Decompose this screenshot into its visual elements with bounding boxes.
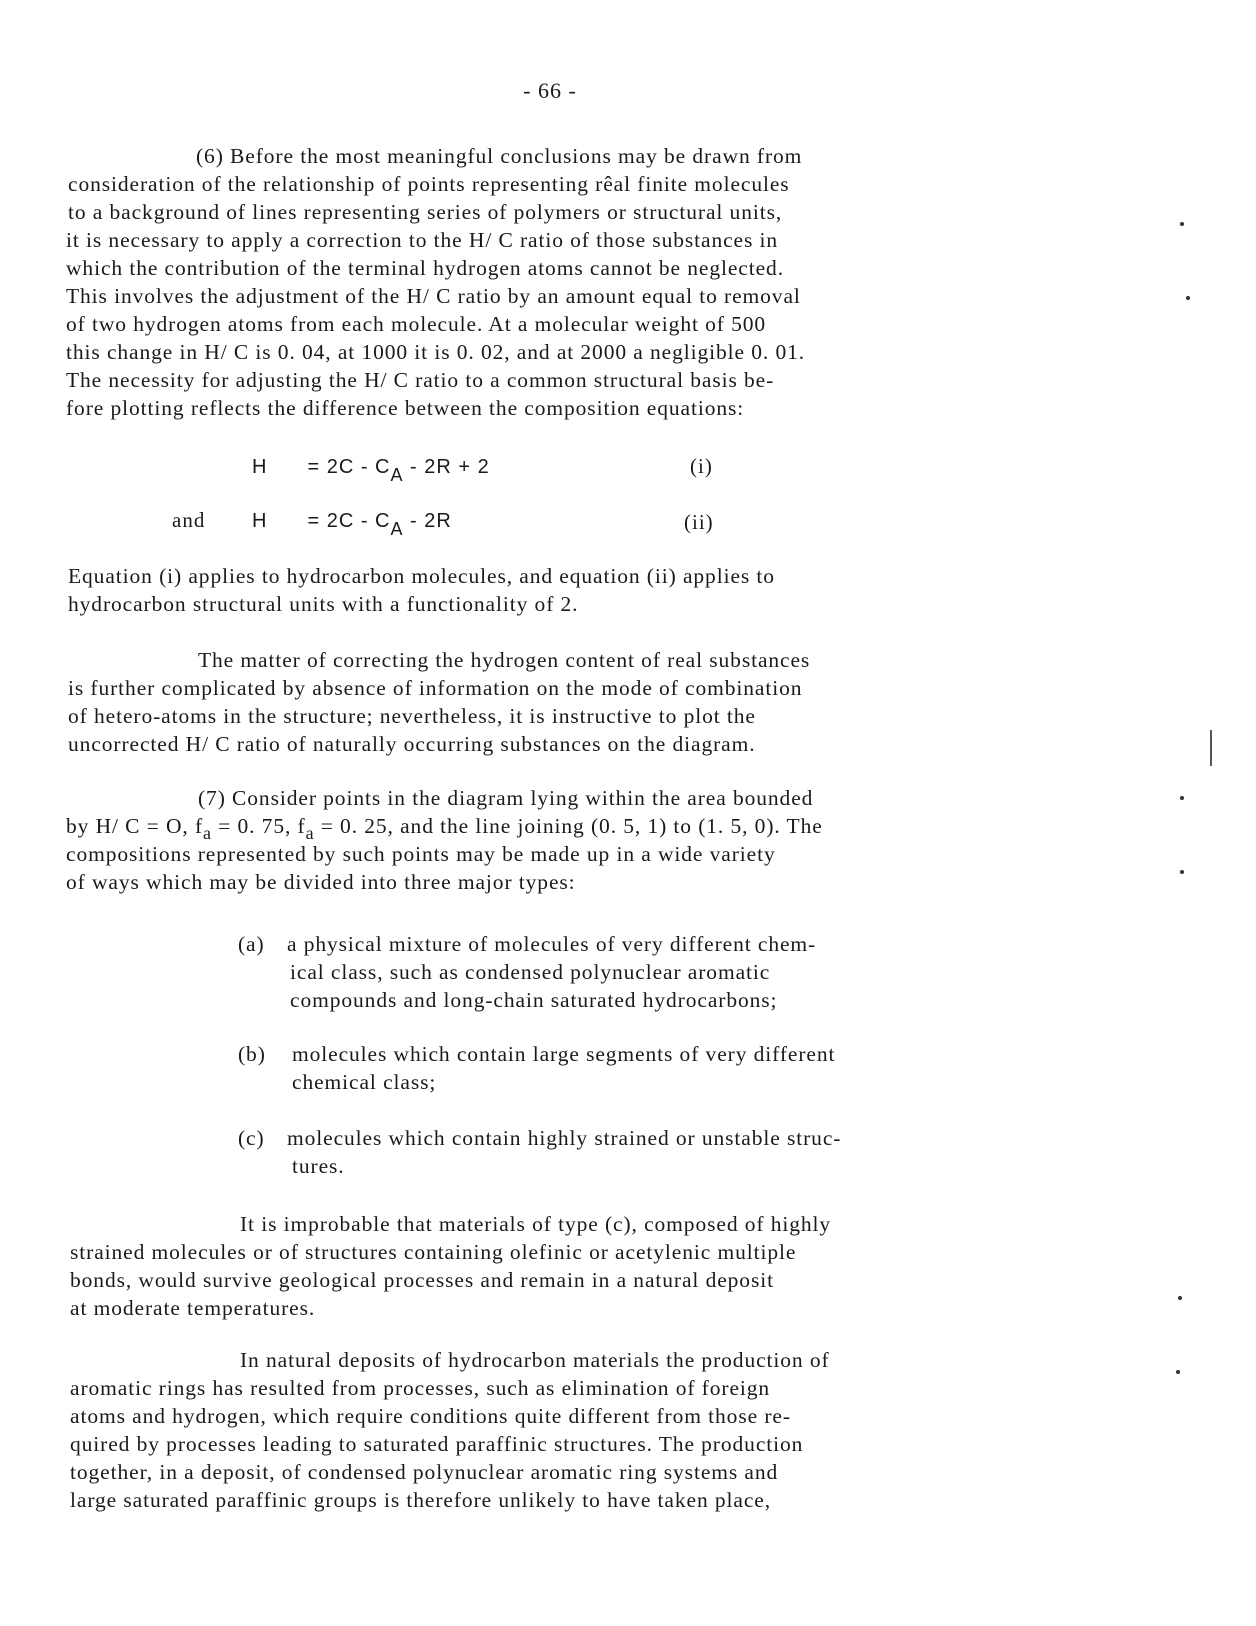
subscript: a [305,823,315,843]
text-line-with-subscripts [66,812,823,841]
text-line: together, in a deposit, of condensed polynuclear aromatic ring systems and [70,1460,779,1484]
text-line: ical class, such as condensed polynuclear aromatic [290,960,771,984]
scan-speck [1186,296,1190,300]
text-line: which the contribution of the terminal hydrogen atoms cannot be neglected. [66,256,784,280]
text-line: In natural deposits of hydrocarbon materials the production of [240,1348,830,1372]
equation-lhs: H [252,510,268,532]
text-line: chemical class; [292,1070,437,1094]
text-line: The matter of correcting the hydrogen content of real substances [198,648,811,672]
equation-i [252,456,490,485]
text-line: a physical mixture of molecules of very different chem- [287,932,817,956]
subscript: A [390,465,404,485]
text-line: fore plotting reflects the difference between the composition equations: [66,396,745,420]
text-line: molecules which contain highly strained or unstable struc- [287,1126,842,1150]
text-line: consideration of the relationship of points representing rêal finite molecules [68,172,790,196]
subscript: A [390,519,404,539]
text-line: it is necessary to apply a correction to the H/ C ratio of those substances in [66,228,779,252]
text-line: molecules which contain large segments of very different [292,1042,836,1066]
text-line: It is improbable that materials of type (c), composed of highly [240,1212,832,1236]
text-line: of two hydrogen atoms from each molecule. At a molecular weight of 500 [66,312,767,336]
text-line: (6) Before the most meaningful conclusions may be drawn from [196,144,803,168]
text-line: compounds and long-chain saturated hydrocarbons; [290,988,778,1012]
text-line: The necessity for adjusting the H/ C ratio to a common structural basis be- [66,368,775,392]
equation-rhs-tail: - 2R [403,510,452,532]
equation-rhs: = 2C - C [307,510,391,532]
equation-label: (i) [690,454,713,478]
text-line: large saturated paraffinic groups is therefore unlikely to have taken place, [70,1488,772,1512]
equation-prefix: and [172,508,206,532]
scan-speck [1180,222,1184,226]
text-line: aromatic rings has resulted from processes, such as elimination of foreign [70,1376,771,1400]
list-label: (a) [238,932,265,956]
scan-mark [1210,730,1212,766]
text-line: atoms and hydrogen, which require conditions quite different from those re- [70,1404,791,1428]
equation-ii [252,510,452,539]
list-label: (c) [238,1126,265,1150]
subscript: a [203,823,212,843]
scan-speck [1176,1370,1180,1374]
scan-speck [1180,796,1184,800]
text-line: of ways which may be divided into three major types: [66,870,576,894]
text-line: Equation (i) applies to hydrocarbon molecules, and equation (ii) applies to [68,564,775,588]
text-line: to a background of lines representing series of polymers or structural units, [68,200,783,224]
text-segment: = 0. 75, f [211,814,306,838]
text-line: this change in H/ C is 0. 04, at 1000 it is 0. 02, and at 2000 a negligible 0. 01. [66,340,806,364]
text-line: This involves the adjustment of the H/ C ratio by an amount equal to removal [66,284,801,308]
text-line: (7) Consider points in the diagram lying within the area bounded [198,786,814,810]
text-line: of hetero-atoms in the structure; nevertheless, it is instructive to plot the [68,704,756,728]
equation-rhs-tail: - 2R + 2 [403,456,490,478]
text-line: uncorrected H/ C ratio of naturally occurring substances on the diagram. [68,732,756,756]
equation-lhs: H [252,456,268,478]
text-line: is further complicated by absence of information on the mode of combination [68,676,803,700]
text-segment: = 0. 25, and the line joining (0. 5, 1) to (1. 5, 0). The [314,814,823,838]
equation-rhs: = 2C - C [307,456,391,478]
text-line: tures. [292,1154,345,1178]
equation-label: (ii) [684,510,714,534]
text-line: quired by processes leading to saturated paraffinic structures. The production [70,1432,804,1456]
text-line: bonds, would survive geological processes and remain in a natural deposit [70,1268,774,1292]
text-line: hydrocarbon structural units with a functionality of 2. [68,592,579,616]
text-line: strained molecules or of structures containing olefinic or acetylenic multiple [70,1240,797,1264]
scan-speck [1178,1296,1182,1300]
scan-speck [1180,870,1184,874]
list-label: (b) [238,1042,266,1066]
text-segment: by H/ C = O, f [66,814,204,838]
text-line: at moderate temperatures. [70,1296,316,1320]
page-number: - 66 - [523,78,577,103]
text-line: compositions represented by such points may be made up in a wide variety [66,842,776,866]
